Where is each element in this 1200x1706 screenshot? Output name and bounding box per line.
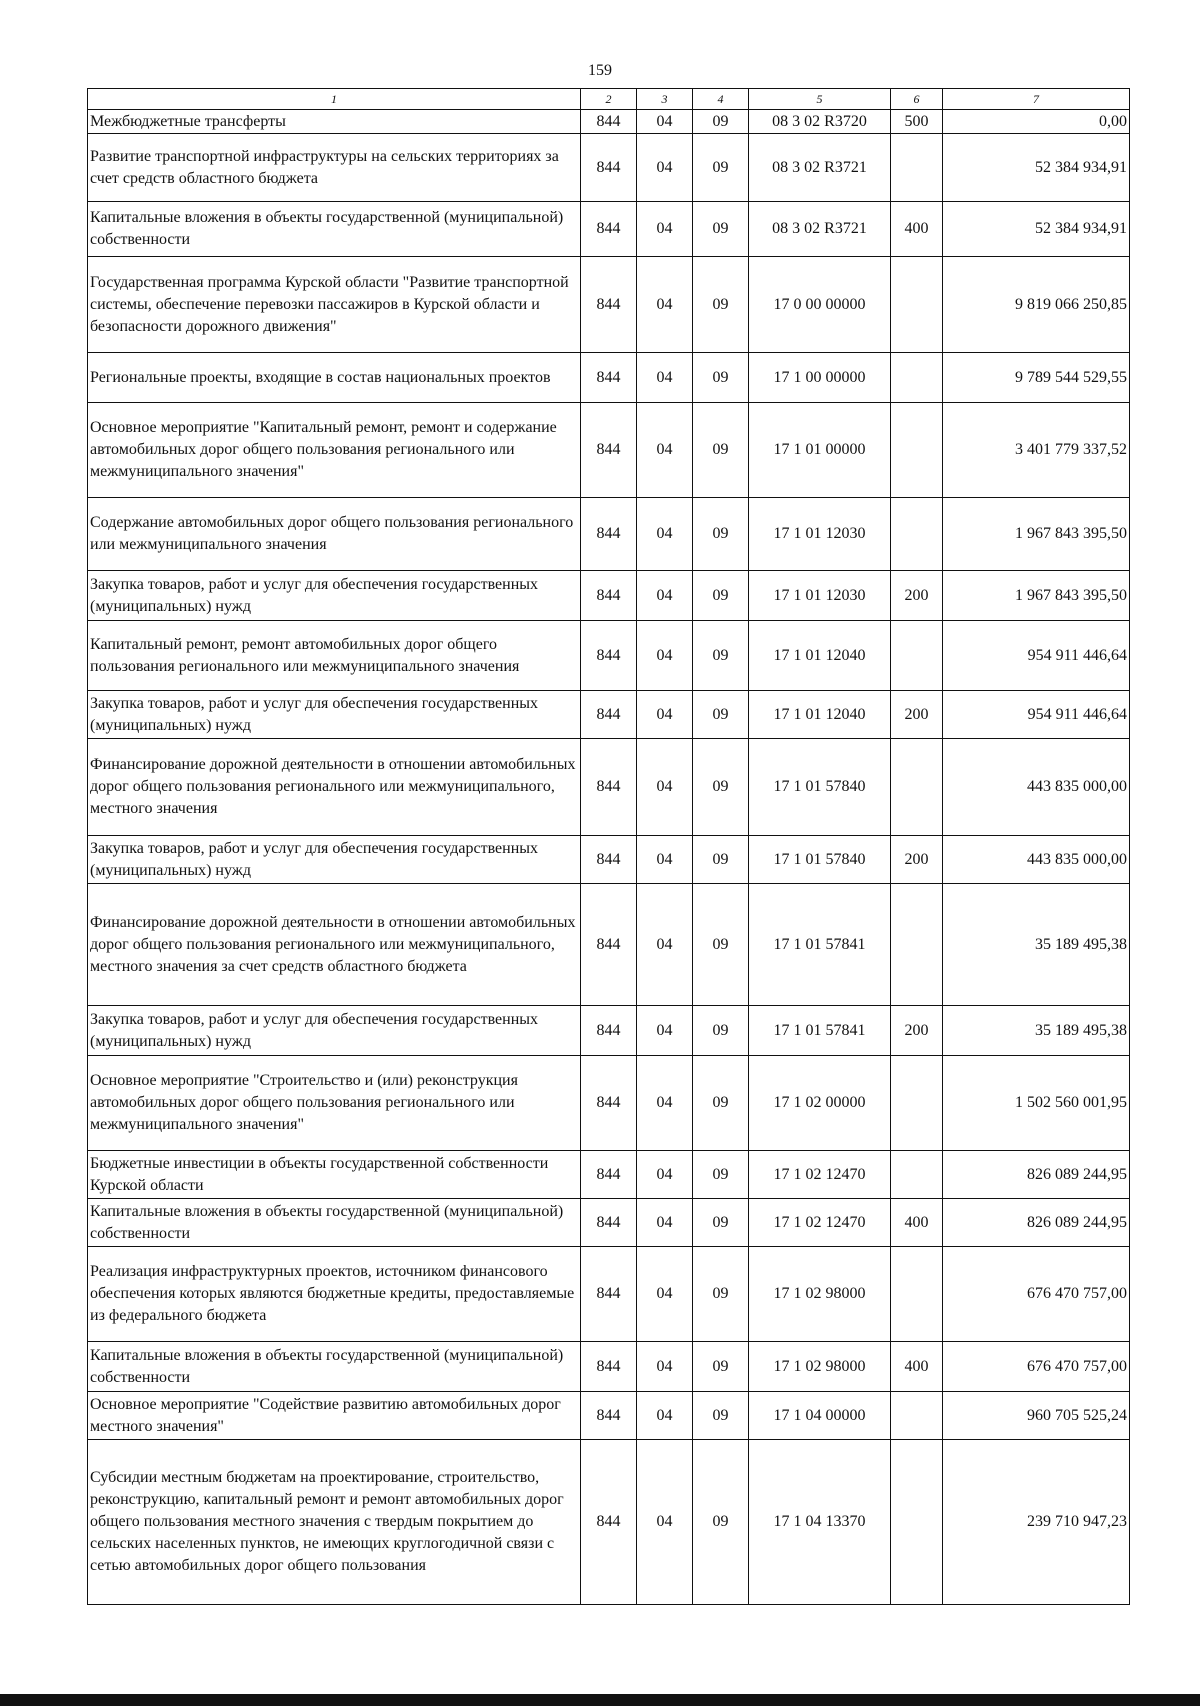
expense-type xyxy=(891,739,943,836)
expense-type xyxy=(891,257,943,353)
amount: 676 470 757,00 xyxy=(943,1247,1130,1342)
target-article: 17 1 02 98000 xyxy=(749,1247,891,1342)
item-name: Субсидии местным бюджетам на проектирование, строительство, реконструкцию, капитальный ремонт и ремонт автомобильных дорог общего пользования местного значения с твердым покрытием до сельских населенных пунктов, не имеющих круглогодичной связи с сетью автомобильных дорог общего пользования xyxy=(88,1440,581,1605)
amount: 35 189 495,38 xyxy=(943,884,1130,1006)
table-row xyxy=(88,134,1130,202)
code-section: 04 xyxy=(637,739,693,836)
item-name: Закупка товаров, работ и услуг для обеспечения государственных (муниципальных) нужд xyxy=(88,836,581,884)
page-number: 159 xyxy=(588,62,612,79)
code-ministry: 844 xyxy=(581,110,637,134)
code-subsection: 09 xyxy=(693,1151,749,1199)
expense-type: 400 xyxy=(891,1342,943,1392)
column-number-row xyxy=(88,89,1130,110)
item-name: Бюджетные инвестиции в объекты государственной собственности Курской области xyxy=(88,1151,581,1199)
code-subsection: 09 xyxy=(693,621,749,691)
target-article: 17 1 02 00000 xyxy=(749,1056,891,1151)
target-article: 08 3 02 R3720 xyxy=(749,110,891,134)
target-article: 17 1 00 00000 xyxy=(749,353,891,403)
item-name: Содержание автомобильных дорог общего пользования регионального или межмуниципального значения xyxy=(88,498,581,571)
code-section: 04 xyxy=(637,403,693,498)
table-row xyxy=(88,1247,1130,1342)
expense-type xyxy=(891,498,943,571)
target-article: 17 1 01 12030 xyxy=(749,571,891,621)
amount: 52 384 934,91 xyxy=(943,202,1130,257)
code-ministry: 844 xyxy=(581,353,637,403)
item-name: Капитальные вложения в объекты государственной (муниципальной) собственности xyxy=(88,202,581,257)
item-name: Капитальные вложения в объекты государственной (муниципальной) собственности xyxy=(88,1342,581,1392)
column-header: 6 xyxy=(891,89,943,110)
amount: 443 835 000,00 xyxy=(943,836,1130,884)
code-ministry: 844 xyxy=(581,1247,637,1342)
code-ministry: 844 xyxy=(581,1151,637,1199)
code-ministry: 844 xyxy=(581,202,637,257)
table-row xyxy=(88,691,1130,739)
code-subsection: 09 xyxy=(693,498,749,571)
code-ministry: 844 xyxy=(581,571,637,621)
code-ministry: 844 xyxy=(581,1056,637,1151)
code-section: 04 xyxy=(637,202,693,257)
amount: 9 789 544 529,55 xyxy=(943,353,1130,403)
expense-type xyxy=(891,1056,943,1151)
expense-type: 400 xyxy=(891,1199,943,1247)
code-ministry: 844 xyxy=(581,1199,637,1247)
code-ministry: 844 xyxy=(581,257,637,353)
code-section: 04 xyxy=(637,353,693,403)
item-name: Закупка товаров, работ и услуг для обеспечения государственных (муниципальных) нужд xyxy=(88,1006,581,1056)
item-name: Основное мероприятие "Капитальный ремонт, ремонт и содержание автомобильных дорог общего пользования регионального или межмуниципального значения" xyxy=(88,403,581,498)
target-article: 17 1 01 57840 xyxy=(749,739,891,836)
expense-type xyxy=(891,1440,943,1605)
amount: 443 835 000,00 xyxy=(943,739,1130,836)
table-row xyxy=(88,403,1130,498)
code-subsection: 09 xyxy=(693,1199,749,1247)
target-article: 17 1 01 57840 xyxy=(749,836,891,884)
target-article: 17 1 01 12030 xyxy=(749,498,891,571)
column-header: 7 xyxy=(943,89,1130,110)
table-row xyxy=(88,739,1130,836)
code-subsection: 09 xyxy=(693,836,749,884)
item-name: Закупка товаров, работ и услуг для обеспечения государственных (муниципальных) нужд xyxy=(88,571,581,621)
target-article: 17 1 02 12470 xyxy=(749,1199,891,1247)
code-subsection: 09 xyxy=(693,571,749,621)
expense-type xyxy=(891,403,943,498)
code-section: 04 xyxy=(637,134,693,202)
item-name: Региональные проекты, входящие в состав национальных проектов xyxy=(88,353,581,403)
code-subsection: 09 xyxy=(693,1247,749,1342)
code-subsection: 09 xyxy=(693,1440,749,1605)
amount: 52 384 934,91 xyxy=(943,134,1130,202)
code-ministry: 844 xyxy=(581,621,637,691)
code-ministry: 844 xyxy=(581,498,637,571)
code-ministry: 844 xyxy=(581,1006,637,1056)
code-section: 04 xyxy=(637,1392,693,1440)
column-header: 3 xyxy=(637,89,693,110)
target-article: 17 1 02 12470 xyxy=(749,1151,891,1199)
scan-edge xyxy=(0,1694,1200,1706)
table-row xyxy=(88,1440,1130,1605)
code-section: 04 xyxy=(637,1247,693,1342)
code-section: 04 xyxy=(637,1151,693,1199)
expense-type xyxy=(891,1151,943,1199)
target-article: 17 0 00 00000 xyxy=(749,257,891,353)
table-row xyxy=(88,1006,1130,1056)
code-section: 04 xyxy=(637,1440,693,1605)
item-name: Основное мероприятие "Строительство и (или) реконструкция автомобильных дорог общего пользования регионального или межмуниципального значения" xyxy=(88,1056,581,1151)
table-row xyxy=(88,621,1130,691)
table-row xyxy=(88,571,1130,621)
code-section: 04 xyxy=(637,836,693,884)
code-section: 04 xyxy=(637,621,693,691)
budget-table xyxy=(87,88,1130,1605)
table-row xyxy=(88,202,1130,257)
code-subsection: 09 xyxy=(693,257,749,353)
item-name: Капитальный ремонт, ремонт автомобильных дорог общего пользования регионального или межмуниципального значения xyxy=(88,621,581,691)
item-name: Государственная программа Курской области "Развитие транспортной системы, обеспечение перевозки пассажиров в Курской области и безопасности дорожного движения" xyxy=(88,257,581,353)
target-article: 08 3 02 R3721 xyxy=(749,202,891,257)
target-article: 17 1 04 13370 xyxy=(749,1440,891,1605)
expense-type xyxy=(891,884,943,1006)
target-article: 17 1 01 57841 xyxy=(749,1006,891,1056)
expense-type xyxy=(891,353,943,403)
expense-type: 200 xyxy=(891,1006,943,1056)
expense-type: 200 xyxy=(891,836,943,884)
item-name: Развитие транспортной инфраструктуры на сельских территориях за счет средств областного бюджета xyxy=(88,134,581,202)
item-name: Финансирование дорожной деятельности в отношении автомобильных дорог общего пользования регионального или межмуниципального, местного значения за счет средств областного бюджета xyxy=(88,884,581,1006)
target-article: 17 1 04 00000 xyxy=(749,1392,891,1440)
code-ministry: 844 xyxy=(581,836,637,884)
code-section: 04 xyxy=(637,691,693,739)
code-subsection: 09 xyxy=(693,110,749,134)
table-row xyxy=(88,1056,1130,1151)
amount: 960 705 525,24 xyxy=(943,1392,1130,1440)
target-article: 17 1 01 12040 xyxy=(749,621,891,691)
table-row xyxy=(88,1151,1130,1199)
column-header: 5 xyxy=(749,89,891,110)
code-ministry: 844 xyxy=(581,691,637,739)
table-row xyxy=(88,1342,1130,1392)
amount: 35 189 495,38 xyxy=(943,1006,1130,1056)
code-section: 04 xyxy=(637,884,693,1006)
item-name: Финансирование дорожной деятельности в отношении автомобильных дорог общего пользования регионального или межмуниципального, местного значения xyxy=(88,739,581,836)
table-row xyxy=(88,498,1130,571)
code-ministry: 844 xyxy=(581,1392,637,1440)
amount: 1 502 560 001,95 xyxy=(943,1056,1130,1151)
code-ministry: 844 xyxy=(581,403,637,498)
table-row xyxy=(88,836,1130,884)
code-section: 04 xyxy=(637,571,693,621)
amount: 0,00 xyxy=(943,110,1130,134)
amount: 1 967 843 395,50 xyxy=(943,571,1130,621)
expense-type: 200 xyxy=(891,691,943,739)
code-ministry: 844 xyxy=(581,739,637,836)
target-article: 17 1 02 98000 xyxy=(749,1342,891,1392)
column-header: 2 xyxy=(581,89,637,110)
target-article: 17 1 01 57841 xyxy=(749,884,891,1006)
expense-type xyxy=(891,1392,943,1440)
item-name: Реализация инфраструктурных проектов, источником финансового обеспечения которых являются бюджетные кредиты, предоставляемые из федерального бюджета xyxy=(88,1247,581,1342)
table-row xyxy=(88,884,1130,1006)
item-name: Закупка товаров, работ и услуг для обеспечения государственных (муниципальных) нужд xyxy=(88,691,581,739)
code-section: 04 xyxy=(637,110,693,134)
code-ministry: 844 xyxy=(581,1342,637,1392)
code-section: 04 xyxy=(637,1199,693,1247)
amount: 826 089 244,95 xyxy=(943,1199,1130,1247)
item-name: Межбюджетные трансферты xyxy=(88,110,581,134)
amount: 239 710 947,23 xyxy=(943,1440,1130,1605)
code-ministry: 844 xyxy=(581,884,637,1006)
target-article: 17 1 01 00000 xyxy=(749,403,891,498)
amount: 676 470 757,00 xyxy=(943,1342,1130,1392)
expense-type xyxy=(891,134,943,202)
code-section: 04 xyxy=(637,1056,693,1151)
expense-type: 200 xyxy=(891,571,943,621)
code-subsection: 09 xyxy=(693,134,749,202)
table-row xyxy=(88,353,1130,403)
target-article: 08 3 02 R3721 xyxy=(749,134,891,202)
code-subsection: 09 xyxy=(693,1056,749,1151)
table-row xyxy=(88,110,1130,134)
code-subsection: 09 xyxy=(693,202,749,257)
code-subsection: 09 xyxy=(693,691,749,739)
code-subsection: 09 xyxy=(693,884,749,1006)
column-header: 4 xyxy=(693,89,749,110)
amount: 9 819 066 250,85 xyxy=(943,257,1130,353)
column-header: 1 xyxy=(88,89,581,110)
code-subsection: 09 xyxy=(693,1342,749,1392)
code-section: 04 xyxy=(637,1342,693,1392)
table-row xyxy=(88,1199,1130,1247)
expense-type: 500 xyxy=(891,110,943,134)
amount: 826 089 244,95 xyxy=(943,1151,1130,1199)
expense-type xyxy=(891,621,943,691)
item-name: Основное мероприятие "Содействие развитию автомобильных дорог местного значения" xyxy=(88,1392,581,1440)
table-row xyxy=(88,1392,1130,1440)
code-subsection: 09 xyxy=(693,1392,749,1440)
code-subsection: 09 xyxy=(693,739,749,836)
code-subsection: 09 xyxy=(693,353,749,403)
amount: 1 967 843 395,50 xyxy=(943,498,1130,571)
table-row xyxy=(88,257,1130,353)
code-section: 04 xyxy=(637,1006,693,1056)
amount: 954 911 446,64 xyxy=(943,621,1130,691)
expense-type: 400 xyxy=(891,202,943,257)
code-ministry: 844 xyxy=(581,134,637,202)
code-subsection: 09 xyxy=(693,1006,749,1056)
amount: 954 911 446,64 xyxy=(943,691,1130,739)
item-name: Капитальные вложения в объекты государственной (муниципальной) собственности xyxy=(88,1199,581,1247)
expense-type xyxy=(891,1247,943,1342)
code-section: 04 xyxy=(637,257,693,353)
target-article: 17 1 01 12040 xyxy=(749,691,891,739)
amount: 3 401 779 337,52 xyxy=(943,403,1130,498)
code-section: 04 xyxy=(637,498,693,571)
code-ministry: 844 xyxy=(581,1440,637,1605)
code-subsection: 09 xyxy=(693,403,749,498)
